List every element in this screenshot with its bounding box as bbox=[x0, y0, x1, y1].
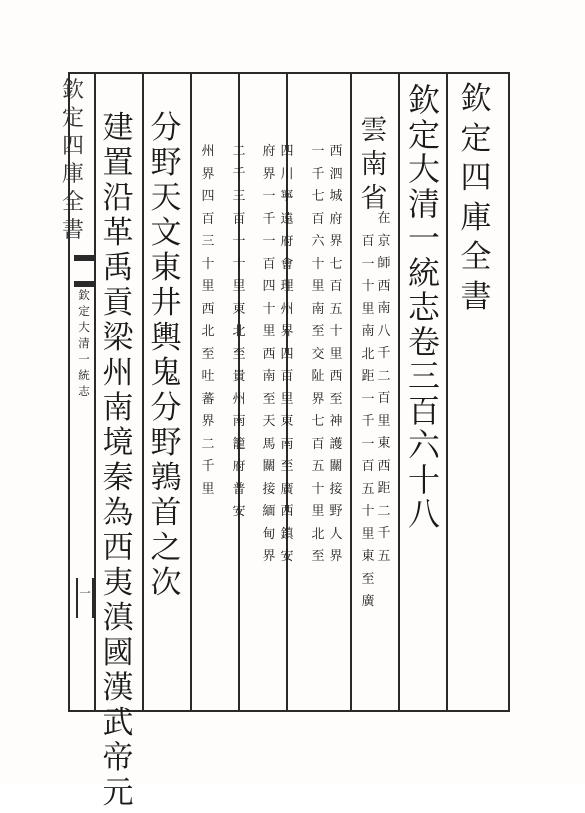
column-divider bbox=[446, 72, 448, 712]
fenye-section: 分 野 天 文 東 井 輿 鬼 分 野 鶉 首 之 次 bbox=[150, 110, 182, 601]
column-divider bbox=[190, 72, 192, 712]
commentary-line: 四 川 寧 遠 府 會 理 州 界 四 百 里 東 南 至 廣 西 鎮 安 bbox=[280, 144, 294, 564]
margin-fishtail bbox=[74, 255, 94, 287]
commentary-line: 府 界 一 千 一 百 四 十 里 西 南 至 天 馬 關 接 緬 甸 界 bbox=[262, 144, 276, 564]
commentary-line: 在 京 師 西 南 八 千 二 百 里 東 西 距 二 千 五 bbox=[377, 211, 391, 564]
edge-spine-text: 欽 定 四 庫 全 書 bbox=[62, 78, 85, 243]
column-divider bbox=[398, 72, 400, 712]
history-section: 建 置 沿 革 禹 貢 梁 州 南 境 秦 為 西 夷 滇 國 漢 武 帝 元 bbox=[102, 110, 134, 811]
margin-page-box bbox=[76, 578, 94, 618]
column-divider bbox=[350, 72, 352, 712]
commentary-line: 百 一 十 里 南 北 距 一 千 一 百 五 十 里 東 至 廣 bbox=[361, 234, 375, 609]
commentary-line: 一 千 七 百 六 十 里 南 至 交 阯 界 七 百 五 十 里 北 至 bbox=[311, 144, 325, 564]
column-divider bbox=[142, 72, 144, 712]
commentary-line: 州 界 四 百 三 十 里 西 北 至 吐 蕃 界 二 千 里 bbox=[201, 144, 215, 497]
province-heading: 雲 南 省 bbox=[360, 115, 388, 214]
header-title: 欽 定 四 庫 全 書 bbox=[460, 81, 492, 315]
column-divider bbox=[94, 72, 96, 712]
margin-title: 欽 定 大 清 一 統 志 bbox=[78, 288, 90, 398]
margin-page-number: 一 bbox=[79, 586, 91, 600]
commentary-line: 西 泗 城 府 界 七 百 五 十 里 西 至 神 護 關 接 野 人 界 bbox=[329, 144, 343, 564]
commentary-line: 二 千 三 百 一 十 里 東 北 至 貴 州 南 籠 府 普 安 bbox=[232, 144, 246, 519]
volume-title: 欽 定 大 清 一 統 志 卷 三 百 六 十 八 bbox=[407, 81, 440, 533]
